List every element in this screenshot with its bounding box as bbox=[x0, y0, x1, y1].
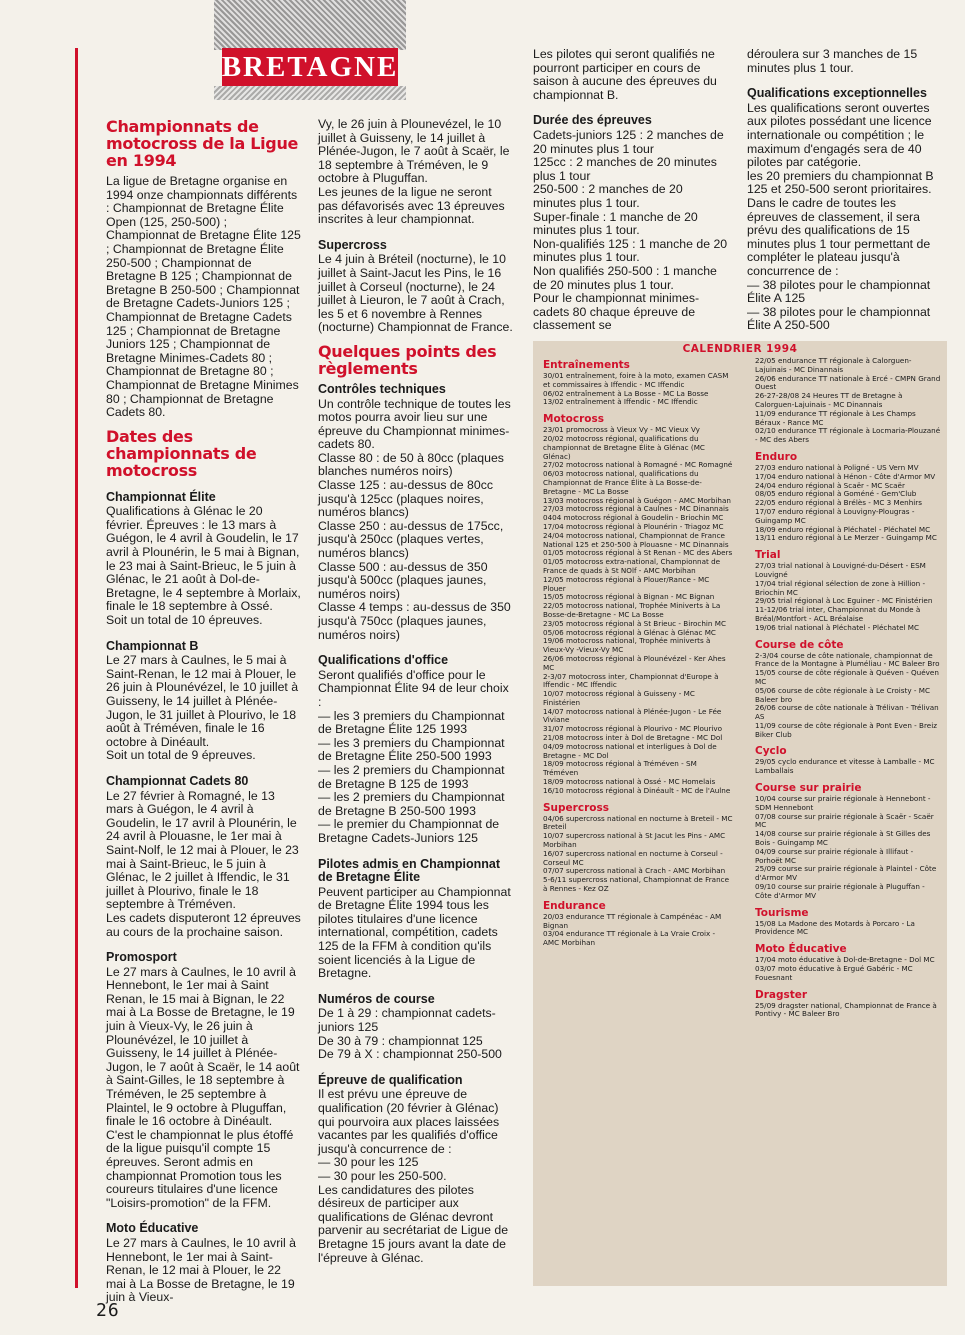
calendar-entry: 17/04 moto éducative à Dol-de-Bretagne - Dol MC bbox=[755, 955, 935, 965]
calendar-entry: 22/05 motocross national, Trophée Miniverts à La Bosse-de-Bretagne - MC La Bosse bbox=[543, 601, 721, 619]
calendar-entry: 02/10 endurance TT régionale à Locmaria-Plouzané - MC des Abers bbox=[755, 426, 941, 445]
qualif-item: — les 2 premiers du Championnat de Bretagne B 250-500 1993 bbox=[318, 790, 505, 818]
numeros-item: De 79 à X : championnat 250-500 bbox=[318, 1047, 502, 1062]
page-number: 26 bbox=[96, 1300, 120, 1321]
calendar-entry: 05/06 course de côte régionale à Le Croisty - MC Baleer bro bbox=[755, 685, 930, 704]
calendar-entry: 26/06 course de côte nationale à Trélivan - Trélivan AS bbox=[755, 703, 939, 722]
qualif-item: — les 3 premiers du Championnat de Bretagne Élite 250-500 1993 bbox=[318, 735, 505, 764]
calendar-entry: 27/02 motocross national à Romagné - MC Romagné bbox=[543, 460, 733, 470]
calendar-entry: 13/11 enduro régional à Le Merzer - Guingamp MC bbox=[755, 533, 937, 543]
calendar-entry: 27/03 motocross régional à Caulnes - MC Dinannais bbox=[543, 504, 729, 514]
exceptionnelles-paragraph: Les qualifications seront ouvertes aux pilotes possédant une licence internationale ou compétition ; le maximum d'engagés sera de 40 pilotes par catégorie. bbox=[747, 100, 932, 170]
intro-paragraph: La ligue de Bretagne organise en 1994 onze championnats différents : Championnat de Bretagne Élite Open (125, 250-500) ; Championnat de Bretagne Élite 125 ; Championnat de Bretagne Élite 250-500 ; Championnat de Bretagne B 125 ; Championnat de Bretagne B 250-500 ; Championnat de Bretagne Cadets-Juniors 125 ; Championnat de Bretagne Cadets 125 ; Championnat de Bretagne Juniors 125 ; Championnat de Bretagne Minimes-Cadets 80 ; Championnat de Bretagne 80 ; Championnat de Bretagne Minimes 80 ; Championnat de Bretagne Cadets 80. bbox=[106, 174, 301, 420]
heading-controles: Contrôles techniques bbox=[318, 381, 446, 396]
numeros-item: De 1 à 29 : championnat cadets-juniors 125 bbox=[318, 1006, 496, 1035]
b-paragraph: Le 27 mars à Caulnes, le 5 mai à Saint-Renan, le 12 mai à Plouer, le 26 juin à Plounévézel, le 10 juillet à Guisseny, le 14 juillet à Plénée-Jugon, le 31 juillet à Plourivo, le 18 août à Tréméven, finale le 16 octobre à Dinéault. bbox=[106, 653, 299, 749]
duree-item: 250-500 : 2 manches de 20 minutes plus 1 tour. bbox=[533, 182, 683, 210]
calendar-section-motocross bbox=[543, 413, 733, 795]
duree-item: Cadets-juniors 125 : 2 manches de 20 minutes plus 1 tour bbox=[533, 127, 724, 156]
calendar-category: Supercross bbox=[543, 801, 609, 814]
calendar-entry: 04/06 supercross national en nocturne à Breteil - MC Breteil bbox=[543, 813, 733, 832]
calendar-entry: 29/05 trial régional à Loc Eguiner - MC Finistérien bbox=[755, 596, 933, 606]
calendar-left-column bbox=[543, 357, 733, 954]
calendar-entry: 14/07 motocross national à Plénée-Jugon - Le Fée Viviane bbox=[543, 706, 722, 725]
qualif-item: — le premier du Championnat de Bretagne Cadets-Juniors 125 bbox=[318, 817, 500, 845]
calendar-section-tourisme bbox=[755, 907, 941, 938]
calendar-section-supercross bbox=[543, 802, 733, 894]
duree-item: Non qualifiés 250-500 : 1 manche de 20 minutes plus 1 tour. bbox=[533, 263, 717, 292]
cadets-80-note: Les cadets disputeront 12 épreuves au cours de la prochaine saison. bbox=[106, 910, 301, 939]
column-4 bbox=[747, 48, 943, 333]
calendar-entry: 25/09 course sur prairie régionale à Plaintel - Côte d'Armor MV bbox=[755, 864, 937, 883]
calendar-entry: 0404 motocross régional à Goudelin - Briochin MC bbox=[543, 513, 724, 523]
calendar-entry: 18/09 motocross national à Ossé - MC Homelais bbox=[543, 777, 716, 787]
calendar-category: Course de côte bbox=[755, 638, 844, 651]
heading-numeros: Numéros de course bbox=[318, 991, 435, 1006]
duree-item: Super-finale : 1 manche de 20 minutes plus 1 tour. bbox=[533, 209, 698, 238]
calendar-entry: 07/08 course sur prairie régionale à Scaër - Scaër MC bbox=[755, 811, 934, 830]
calendar-category: Dragster bbox=[755, 988, 808, 1001]
heading-qualifications-office: Qualifications d'office bbox=[318, 653, 449, 668]
column-1 bbox=[106, 118, 302, 1305]
calendar-entry: 03/04 endurance TT régionale à La Vraie Croix - AMC Morbihan bbox=[543, 929, 716, 948]
calendar-entry: 30/01 entraînement, foire à la moto, examen CASM et commissaires à Iffendic - MC Iffendic bbox=[543, 371, 729, 389]
epreuve-paragraph: Il est prévu une épreuve de qualification (20 février à Glénac) qui pourvoira aux places laissées vacantes par les qualifiés d'office jusqu'à concurrence de : bbox=[318, 1087, 500, 1156]
epreuve-item: — 30 pour les 250-500. bbox=[318, 1168, 447, 1183]
heading-moto-educative: Moto Éducative bbox=[106, 1221, 199, 1236]
calendar-entry: 22/05 endurance TT régionale à Calorguen-Lajuinais - MC Dinannais bbox=[755, 356, 912, 374]
calendar-entry: 14/08 course sur prairie régionale à St Gilles des Bois - Guingamp MC bbox=[755, 829, 931, 848]
calendar-entry: 18/09 motocross régional à Tréméven - SM Tréméven bbox=[543, 759, 697, 778]
exceptionnelles-item: — 38 pilotes pour le championnat Élite A 250-500 bbox=[747, 304, 931, 333]
numeros-item: De 30 à 79 : championnat 125 bbox=[318, 1033, 483, 1048]
calendar-entry: 2-3/07 motocross inter, Championnat d'Europe à Iffendic - MC Iffendic bbox=[543, 671, 719, 690]
calendar-entry: 2-3/04 course de côte nationale, championnat de France de la Montagne à Pluméliau - MC Baleer Bro bbox=[755, 650, 940, 669]
calendar-entry: 17/04 trial régional sélection de zone à Hillion -Briochin MC bbox=[755, 578, 926, 597]
calendar-entry: 24/04 enduro régional à Scaër - MC Scaër bbox=[755, 480, 905, 490]
calendar-entry: 31/07 motocross régional à Plourivo - MC Plourivo bbox=[543, 724, 723, 734]
heading-elite: Championnat Élite bbox=[106, 489, 216, 504]
calendar-right-column bbox=[755, 357, 941, 1025]
calendar-entry: 5-6/11 supercross national, Championnat de France à Rennes - Kez OZ bbox=[543, 875, 730, 894]
red-margin-rule bbox=[75, 48, 78, 1288]
calendar-category: Entraînements bbox=[543, 359, 630, 371]
section-title-dates: Dates des championnats de motocross bbox=[106, 426, 257, 480]
calendar-entry: 20/02 motocross régional, qualifications du championnat de Bretagne Élite à Glénac (MC Glénac) bbox=[543, 433, 705, 461]
calendar-entry: 26-27-28/08 24 Heures TT de Bretagne à Calorguen-Lajuinais - MC Dinannais bbox=[755, 391, 903, 409]
calendar-entry: 06/03 motocross national, qualifications du Championnat de France Élite à La Bosse-de-Bretagne - MC La Bosse bbox=[543, 469, 702, 496]
calendar-entry: 01/05 motocross extra-national, Championnat de France de quads à St NOlf - AMC Morbihan bbox=[543, 557, 721, 575]
calendar-category: Cyclo bbox=[755, 745, 787, 758]
column-2 bbox=[318, 118, 514, 1265]
calendar-entry: 11/09 course de côte régionale à Pont Even - Breiz Biker Club bbox=[755, 720, 937, 739]
calendar-section-trial bbox=[755, 549, 941, 632]
calendar-entry: 01/05 motocross régional à St Renan - MC des Abers bbox=[543, 548, 733, 558]
calendar-entry: 10/04 course sur prairie régionale à Hennebont - SDM Hennebont bbox=[755, 794, 931, 812]
calendar-entry: 25/09 dragster national, Championnat de France à Pontivy - MC Baleer Bro bbox=[755, 1000, 937, 1019]
calendar-category: Moto Éducative bbox=[755, 943, 847, 956]
calendar-entry: 08/05 enduro régional à Goméné - Gem'Club bbox=[755, 489, 917, 499]
qualifications-paragraph: Seront qualifiés d'office pour le Championnat Élite 94 de leur choix : bbox=[318, 667, 509, 709]
calendar-entry: 03/07 moto éducative à Ergué Gabéric - MC Fouesnant bbox=[755, 964, 913, 982]
banner-texture-bottom bbox=[214, 86, 406, 100]
calendar-entry: 04/09 course sur prairie régionale à Illifaut - Porhoët MC bbox=[755, 846, 914, 865]
promosport-note: C'est le championnat le plus étoffé de la ligue puisqu'il compte 15 épreuves. Seront admis en championnat Promotion tous les coureurs titulaires d'une licence "Loisirs-promotion" de la FFM. bbox=[106, 1127, 294, 1210]
classe-250: Classe 250 : au-dessus de 175cc, jusqu'à 250cc (plaques vertes, numéros blancs) bbox=[318, 518, 504, 561]
calendar-entry: 15/05 course de côte régionale à Quéven - Quéven MC bbox=[755, 668, 939, 686]
heading-epreuve-qualif: Épreuve de qualification bbox=[318, 1072, 463, 1087]
calendar-category: Motocross bbox=[543, 413, 605, 426]
qualified-note: Les pilotes qui seront qualifiés ne pourront participer en cours de saison à aucune des épreuves du championnat B. bbox=[533, 47, 717, 102]
calendar-category: Tourisme bbox=[755, 906, 809, 919]
calendar-entry: 12/05 motocross régional à Plouer/Rance - MC Plouer bbox=[543, 574, 710, 593]
calendar-entry: 26/06 motocross régional à Plounévézel - Ker Ahes MC bbox=[543, 653, 726, 672]
elite-paragraph: Qualifications à Glénac le 20 février. Épreuves : le 13 mars à Guégon, le 4 avril à Goudelin, le 17 avril à Plounérin, le 5 mai à Bignan, le 23 mai à Saint-Brieuc, le 5 juin à Glénac, le 21 août à Dol-de-Bretagne, le 4 septembre à Morlaix, finale le 18 septembre à Ossé. bbox=[106, 504, 301, 614]
classe-500: Classe 500 : au-dessus de 350 jusqu'à 500cc (plaques jaunes, numéros noirs) bbox=[318, 559, 488, 601]
qualif-item: — les 3 premiers du Championnat de Bretagne Élite 125 1993 bbox=[318, 708, 505, 737]
calendar-entry: 10/07 motocross régional à Guisseny - MC Finistérien bbox=[543, 689, 695, 707]
calendar-entry: 24/04 motocross national, Championnat de France National 125 et 250-500 à Plouasne - MC Dinannais bbox=[543, 530, 729, 549]
calendar-section-entrainements bbox=[543, 359, 733, 407]
calendar-entry: 26/06 endurance TT nationale à Ercé - CMPN Grand Ouest bbox=[755, 373, 941, 392]
calendar-entry: 18/09 enduro régional à Pléchatel - Pléchatel MC bbox=[755, 524, 931, 534]
calendar-entry: 11/09 endurance TT régionale à Les Champs Béraux - Rance MC bbox=[755, 408, 916, 427]
heading-pilotes-admis: Pilotes admis en Championnat de Bretagne Élite bbox=[318, 856, 500, 885]
heading-duree: Durée des épreuves bbox=[533, 113, 652, 128]
calendar-entry: 19/06 motocross national, Trophée miniverts à Vieux-Vy -Vieux-Vy MC bbox=[543, 636, 711, 655]
calendar-entry: 16/07 supercross national en nocturne à Corseul -Corseul MC bbox=[543, 848, 723, 867]
moto-educative-paragraph: Le 27 mars à Caulnes, le 10 avril à Hennebont, le 1er mai à Saint-Renan, le 12 mai à Plouer, le 22 mai à La Bosse de Bretagne, le 19 juin à Vieux- bbox=[106, 1235, 297, 1305]
heading-championnat-b: Championnat B bbox=[106, 638, 199, 653]
classe-4-temps: Classe 4 temps : au-dessus de 350 jusqu'à 750cc (plaques jaunes, numéros noirs) bbox=[318, 600, 511, 642]
controles-paragraph: Un contrôle technique de toutes les motos pourra avoir lieu sur une épreuve du Championnat minimes-cadets 80. bbox=[318, 396, 511, 452]
calendar-entry: 15/08 La Madone des Motards à Porcaro - La Providence MC bbox=[755, 918, 915, 937]
region-banner: BRETAGNE bbox=[222, 48, 398, 86]
heading-cadets-80: Championnat Cadets 80 bbox=[106, 773, 249, 788]
banner-texture bbox=[214, 0, 406, 50]
calendar-entry: 23/01 promocross à Vieux Vy - MC Vieux Vy bbox=[543, 425, 700, 435]
young-riders-note: Les jeunes de la ligue ne seront pas défavorisés avec 13 épreuves inscrites à leur championnat. bbox=[318, 184, 505, 227]
calendar-entry: 22/05 enduro régional à Brélès - MC 3 Menhirs bbox=[755, 498, 922, 508]
calendar-entry: 27/03 enduro national à Poligné - US Vern MV bbox=[755, 462, 919, 472]
calendar-section-cyclo bbox=[755, 745, 941, 776]
calendar-entry: 05/06 motocross régional à Glénac à Glénac MC bbox=[543, 627, 716, 637]
calendar-entry: 15/05 motocross régional à Bignan - MC Bignan bbox=[543, 592, 715, 602]
heading-supercross: Supercross bbox=[318, 237, 387, 252]
epreuve-item: — 30 pour les 125 bbox=[318, 1155, 419, 1170]
calendar-section-course-de-cote bbox=[755, 639, 941, 740]
elite-total: Soit un total de 10 épreuves. bbox=[106, 613, 263, 628]
calendar-entry: 07/07 supercross national à Crach - AMC Morbihan bbox=[543, 866, 726, 876]
qualif-item: — les 2 premiers du Championnat de Bretagne B 125 de 1993 bbox=[318, 762, 505, 791]
calendar-entry: 13/02 entraînement à Iffendic - MC Iffendic bbox=[543, 397, 698, 407]
duree-item: 125cc : 2 manches de 20 minutes plus 1 tour bbox=[533, 155, 717, 183]
section-title-reglements: Quelques points des règlements bbox=[318, 341, 497, 378]
duree-item: Non-qualifiés 125 : 1 manche de 20 minutes plus 1 tour. bbox=[533, 236, 728, 265]
duree-continued: déroulera sur 3 manches de 15 minutes plus 1 tour. bbox=[747, 47, 918, 75]
calendar-entry: 29/05 cyclo endurance et vitesse à Lamballe - MC Lamballais bbox=[755, 757, 935, 776]
b-total: Soit un total de 9 épreuves. bbox=[106, 748, 256, 763]
heading-promosport: Promosport bbox=[106, 950, 177, 965]
calendar-entry: 23/05 motocross régional à St Brieuc - Birochin MC bbox=[543, 618, 726, 628]
exceptionnelles-priority: les 20 premiers du championnat B 125 et 250-500 seront prioritaires. bbox=[747, 168, 934, 197]
calendar-section-endurance bbox=[543, 900, 733, 948]
calendar-entry: 20/03 endurance TT régionale à Campénéac - AM Bignan bbox=[543, 911, 722, 930]
supercross-paragraph: Le 4 juin à Bréteil (nocturne), le 10 juillet à Saint-Jacut les Pins, le 16 juillet à Corseul (nocturne), le 24 juillet à Lieuron, le 7 août à Crach, les 5 et 6 novembre à Rennes (nocturne) Championnat de France. bbox=[318, 252, 513, 335]
calendar-title: CALENDRIER 1994 bbox=[682, 343, 798, 355]
calendar-section-continued bbox=[755, 357, 941, 445]
calendar-section-enduro bbox=[755, 451, 941, 543]
calendar-section-course-sur-prairie bbox=[755, 782, 941, 901]
moto-educative-continued: Vy, le 26 juin à Plounevézel, le 10 juillet à Guisseny, le 14 juillet à Plénée-Jugon, le 7 août à Scaër, le 18 septembre à Tréméven, le 9 octobre à Pluguffan. bbox=[318, 117, 510, 186]
calendar-section-dragster bbox=[755, 989, 941, 1020]
cadets-80-paragraph: Le 27 février à Romagné, le 13 mars à Guégon, le 4 avril à Goudelin, le 17 avril à Plounérin, le 24 avril à Plouasne, le 1er mai à Saint-Nolf, le 12 mai à Plouer, le 23 mai à Saint-Brieuc, le 5 juin à Glénac, le 2 juillet à Iffendic, le 31 juillet à Plourivo, finale le 18 septembre à Tréméven. bbox=[106, 788, 299, 912]
calendar-category: Endurance bbox=[543, 899, 606, 912]
calendar-entry: 17/07 enduro régional à Louvigny-Plougras - Guingamp MC bbox=[755, 506, 915, 525]
calendar-box bbox=[533, 341, 947, 1286]
exceptionnelles-cadre: Dans le cadre de toutes les épreuves de classement, il sera prévu des qualifications de 15 minutes plus 1 tour permettant de compléter le plateau jusqu'à concurrence de : bbox=[747, 195, 931, 278]
calendar-entry: 09/10 course sur prairie régionale à Pluguffan - Côte d'Armor MV bbox=[755, 882, 925, 900]
heading-qualifs-exceptionnelles: Qualifications exceptionnelles bbox=[747, 86, 927, 101]
calendar-entry: 19/06 trial national à Pléchatel - Pléchatel MC bbox=[755, 622, 920, 632]
calendar-section-moto-educative bbox=[755, 943, 941, 982]
classe-80: Classe 80 : de 50 à 80cc (plaques blanches numéros noirs) bbox=[318, 450, 504, 479]
calendar-entry: 16/10 motocross régional à Dinéault - MC de l'Aulne bbox=[543, 785, 731, 795]
calendar-entry: 13/03 motocross régional à Guégon - AMC Morbihan bbox=[543, 495, 731, 505]
calendar-entry: 21/08 motocross inter à Dol de Bretagne - MC Dol bbox=[543, 733, 723, 743]
calendar-category: Course sur prairie bbox=[755, 782, 862, 795]
calendar-entry: 17/04 enduro national à Hénon - Côte d'Armor MV bbox=[755, 471, 936, 481]
pilotes-paragraph: Peuvent participer au Championnat de Bretagne Élite 1994 tous les pilotes titulaires d'une licence international, compétition, cadets 125 de la FFM à condition qu'ils soient licenciés à la Ligue de Bretagne. bbox=[318, 884, 511, 981]
calendar-entry: 17/04 motocross régional à Plounérin - Triagoz MC bbox=[543, 521, 724, 531]
exceptionnelles-item: — 38 pilotes pour le championnat Élite A 125 bbox=[747, 277, 931, 306]
promosport-paragraph: Le 27 mars à Caulnes, le 10 avril à Hennebont, le 1er mai à Saint Renan, le 15 mai à Bignan, le 22 mai à La Bosse de Bretagne, le 19 juin à Vieux-Vy, le 26 juin à Plounévézel, le 10 juillet à Guisseny, le 14 juillet à Plénée-Jugon, le 7 août à Scaër, le 14 août à Saint-Gilles, le 18 septembre à Tréméven, le 25 septembre à Plaintel, le 9 octobre à Pluguffan, finale le 16 octobre à Dinéault. bbox=[106, 964, 300, 1129]
column-3 bbox=[533, 48, 729, 333]
calendar-entry: 11-12/06 trial inter, Championnat du Monde à Bréal/Montfort - ACL Bréalaise bbox=[755, 605, 921, 623]
calendar-category: Trial bbox=[755, 549, 781, 562]
calendar-category: Enduro bbox=[755, 450, 798, 463]
calendar-entry: 27/03 trial national à Louvigné-du-Désert - ESM Louvigné bbox=[755, 561, 926, 579]
article-title: Championnats de motocross de la Ligue en 1994 bbox=[106, 117, 299, 170]
epreuve-note: Les candidatures des pilotes désireux de participer aux qualifications de Glénac devront parvenir au secrétariat de Ligue de Bretagne 15 jours avant la date de l'épreuve à Glénac. bbox=[318, 1182, 509, 1265]
calendar-entry: 10/07 supercross national à St Jacut les Pins - AMC Morbihan bbox=[543, 831, 726, 850]
calendar-entry: 04/09 motocross national et interligues à Dol de Bretagne - MC Dol bbox=[543, 741, 717, 760]
classe-125: Classe 125 : au-dessus de 80cc jusqu'à 125cc (plaques noires, numéros blancs) bbox=[318, 478, 493, 520]
calendar-entry: 06/02 entraînement à La Bosse - MC La Bosse bbox=[543, 388, 709, 398]
duree-item: Pour le championnat minimes-cadets 80 chaque épreuve de classement se bbox=[533, 291, 700, 333]
